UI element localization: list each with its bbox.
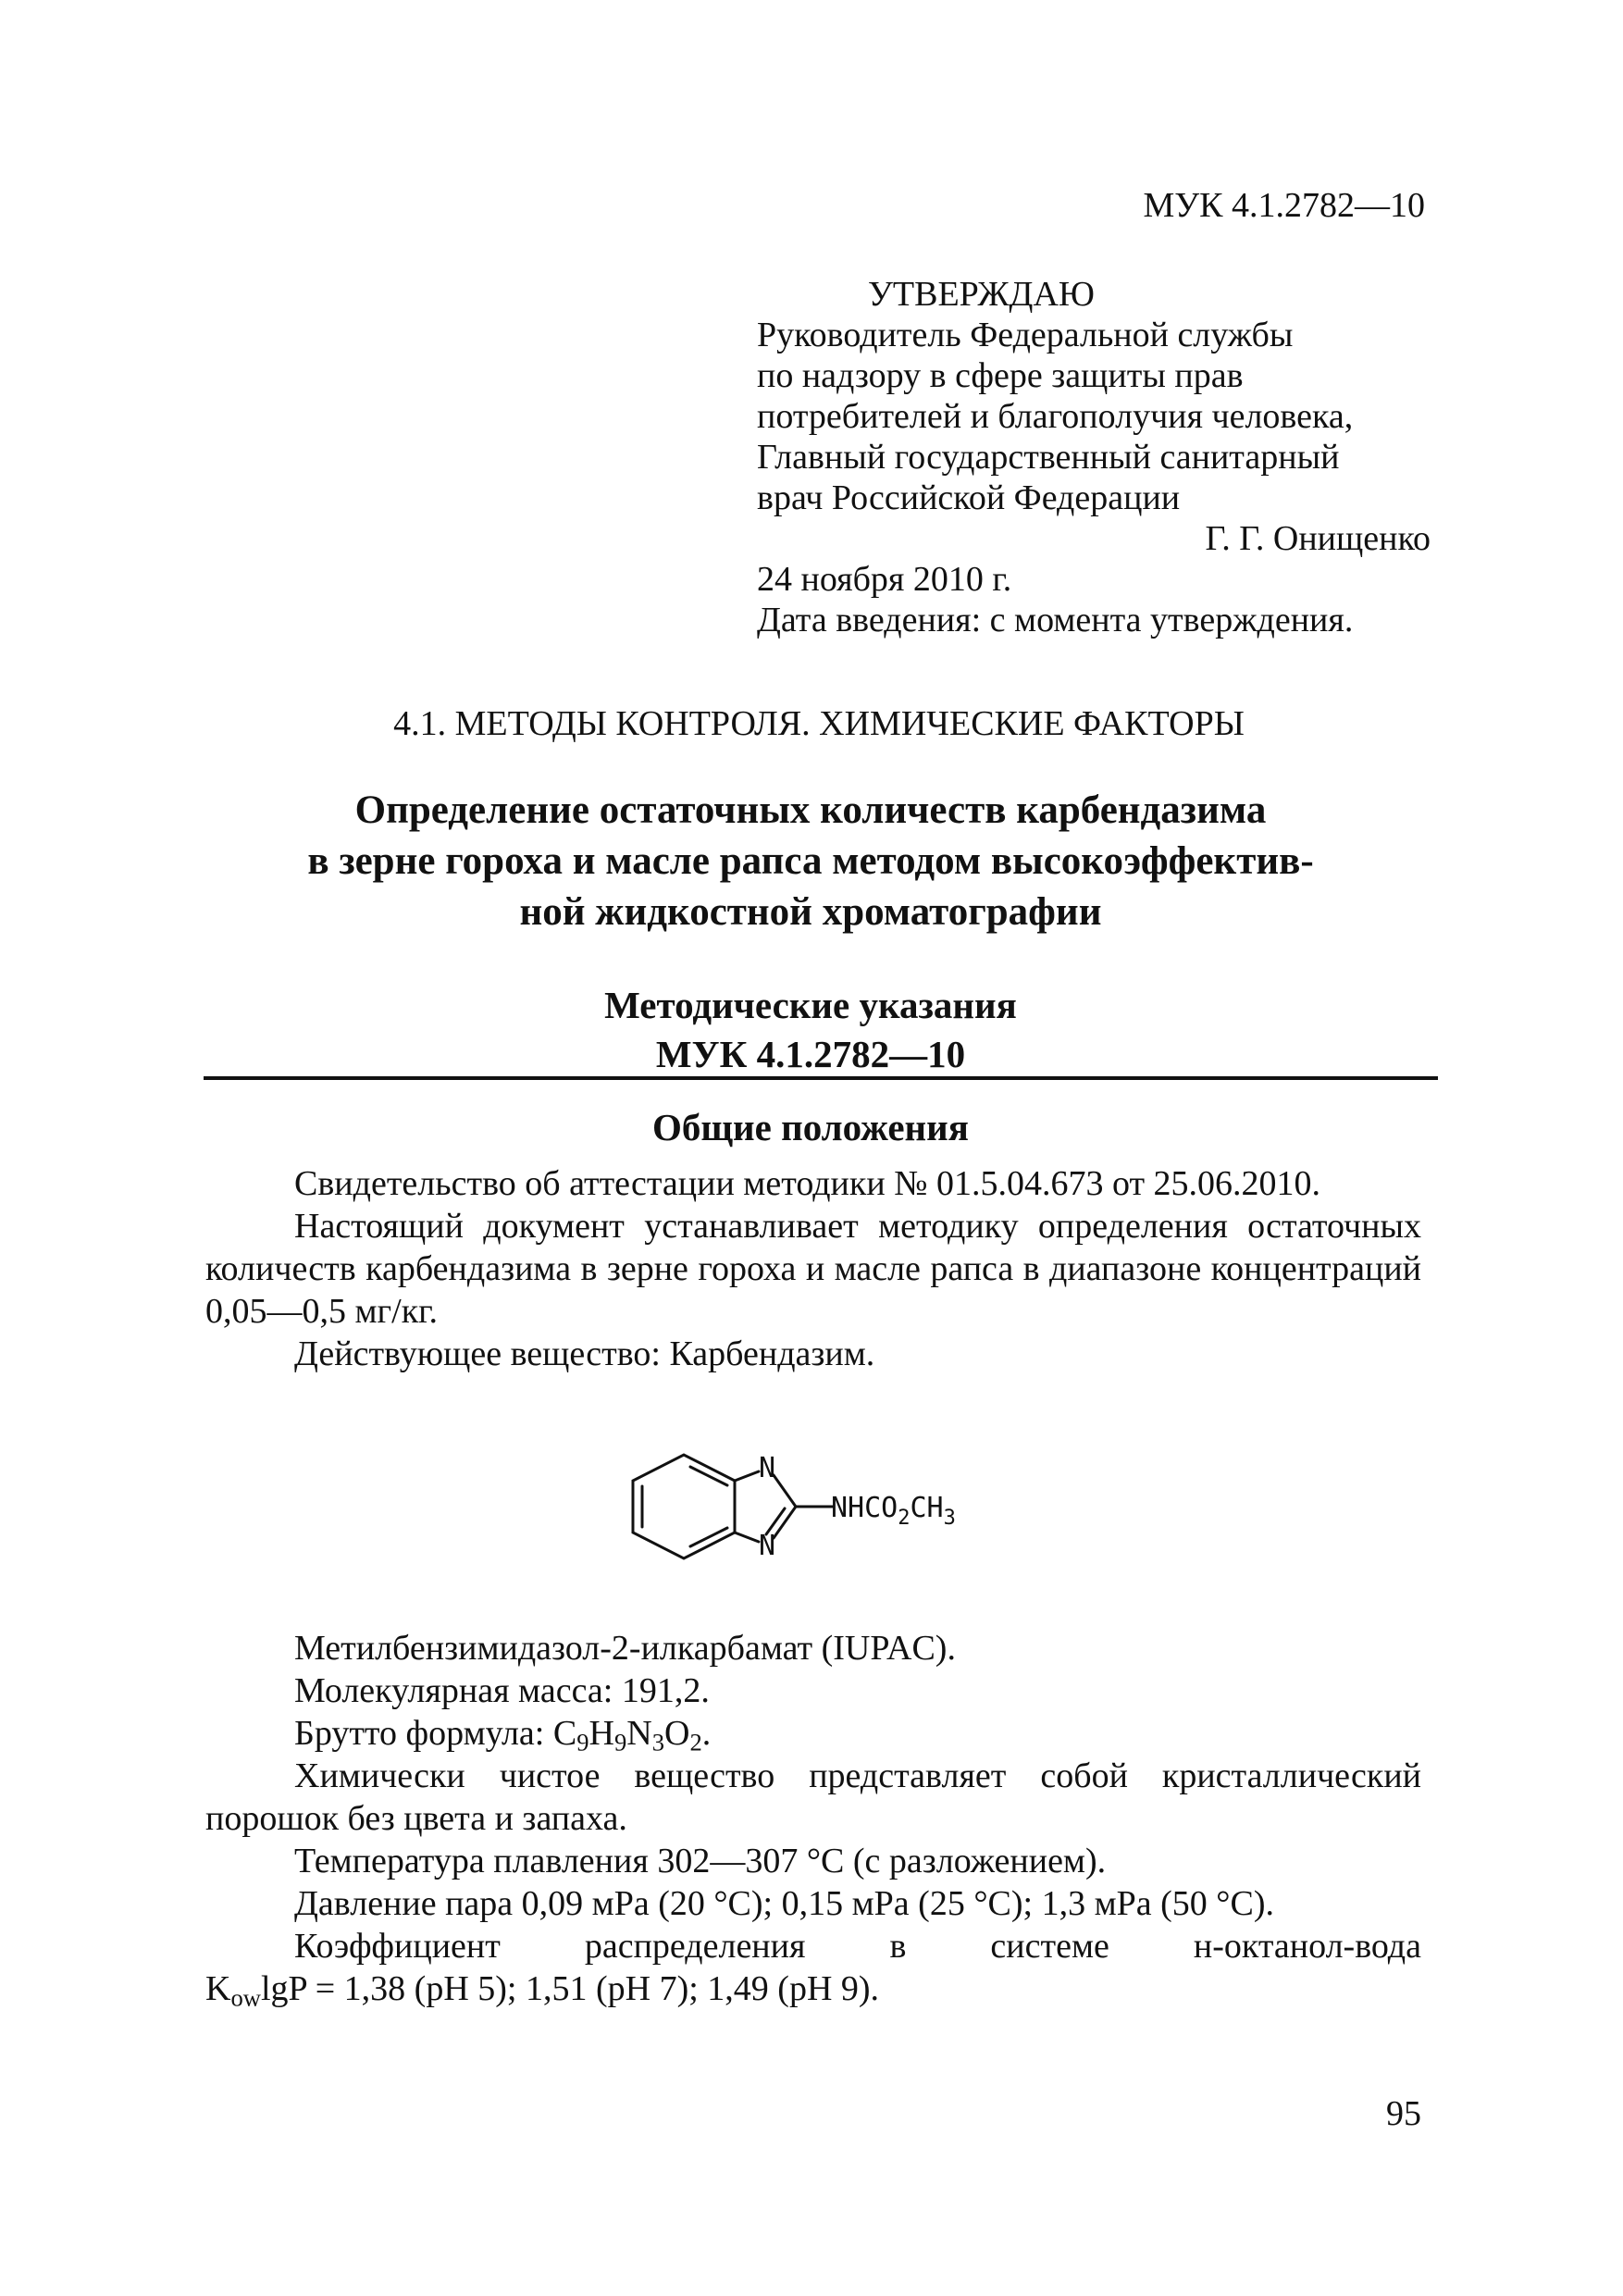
approval-line: потребителей и благополучия человека,	[757, 397, 1354, 436]
formula-o: O	[664, 1714, 690, 1753]
imidazole-bond	[774, 1475, 796, 1507]
approval-line: по надзору в сфере защиты прав	[757, 356, 1244, 395]
general-provisions-heading: Общие положения	[652, 1106, 969, 1148]
molar-mass: Молекулярная масса: 191,2.	[294, 1671, 710, 1710]
page-number: 95	[1386, 2094, 1421, 2133]
approval-line: врач Российской Федерации	[757, 478, 1181, 517]
horizontal-rule	[204, 1076, 1438, 1080]
effective-date: Дата введения: с момента утверждения.	[757, 601, 1354, 639]
formula-n-count: 3	[651, 1728, 664, 1756]
signatory-name: Г. Г. Онищенко	[1205, 519, 1431, 558]
approval-date: 24 ноября 2010 г.	[757, 560, 1012, 599]
general-provisions-text	[205, 1162, 1421, 1375]
partition-k-sub: ow	[230, 1983, 261, 2012]
approval-line: Главный государственный санитарный	[757, 438, 1340, 477]
nitrogen-bottom-label: N	[759, 1530, 776, 1562]
document-title	[185, 785, 1436, 937]
substituent-nhco: NHCO	[831, 1492, 898, 1524]
approval-heading: УТВЕРЖДАЮ	[868, 275, 1095, 314]
carbendazim-structure	[592, 1444, 1073, 1620]
approval-block	[757, 274, 1431, 640]
subtitle-code: МУК 4.1.2782—10	[655, 1033, 966, 1075]
imidazole-bond	[735, 1533, 759, 1542]
substituent-label	[831, 1492, 956, 1530]
nitrogen-top-label: N	[759, 1452, 776, 1484]
imidazole-bond	[774, 1507, 796, 1538]
document-code: МУК 4.1.2782—10	[1143, 186, 1425, 225]
properties-text	[205, 1627, 1421, 2010]
imidazole-bond	[735, 1471, 759, 1481]
subtitle-line: Методические указания	[604, 984, 1017, 1026]
formula-o-count: 2	[689, 1728, 702, 1756]
substituent-ch: CH	[910, 1492, 944, 1524]
substituent-sub: 2	[898, 1507, 911, 1530]
formula-end: .	[701, 1714, 712, 1753]
formula-h: H	[588, 1714, 614, 1753]
certificate-paragraph: Свидетельство об аттестации методики № 01.5.04.673 от 25.06.2010.	[294, 1164, 1321, 1203]
formula-label: Брутто формула:	[294, 1714, 553, 1753]
title-line: в зерне гороха и масле рапса методом высокоэффектив-	[307, 839, 1314, 883]
title-line: Определение остаточных количеств карбендазима	[354, 788, 1267, 832]
document-subtitle	[185, 981, 1436, 1079]
iupac-name: Метилбензимидазол-2-илкарбамат (IUPAC).	[294, 1629, 956, 1668]
substituent-sub: 3	[943, 1507, 956, 1530]
appearance-paragraph: Химически чистое вещество представляет собой кристаллический порошок без цвета и запаха.	[205, 1756, 1421, 1838]
formula-n: N	[626, 1714, 652, 1753]
benzene-ring-bond	[633, 1455, 735, 1558]
section-heading: 4.1. МЕТОДЫ КОНТРОЛЯ. ХИМИЧЕСКИЕ ФАКТОРЫ	[393, 704, 1245, 743]
partition-k: K	[205, 1969, 231, 2008]
partition-coefficient-values	[205, 1967, 1421, 2010]
approval-line: Руководитель Федеральной службы	[757, 316, 1294, 354]
gross-formula	[205, 1712, 1421, 1755]
melting-point: Температура плавления 302—307 °С (с разложением).	[294, 1842, 1107, 1880]
scope-paragraph: Настоящий документ устанавливает методику определения остаточных количеств карбендазима в зерне гороха и масле рапса в диапазоне концентраций 0,05—0,5 мг/кг.	[205, 1207, 1421, 1331]
partition-coefficient-line: Коэффициент распределения в системе н-октанол-вода	[294, 1927, 1421, 1966]
vapor-pressure: Давление пара 0,09 мРа (20 °С); 0,15 мРа (25 °С); 1,3 мРа (50 °С).	[294, 1884, 1274, 1923]
formula-h-count: 9	[613, 1728, 627, 1756]
benzene-double-bond	[690, 1467, 727, 1485]
partition-rest: lgP = 1,38 (pH 5); 1,51 (pH 7); 1,49 (pH 9).	[260, 1969, 880, 2008]
formula-c: C	[552, 1714, 577, 1753]
active-substance-paragraph: Действующее вещество: Карбендазим.	[294, 1334, 875, 1373]
formula-c-count: 9	[576, 1728, 589, 1756]
benzene-double-bond	[690, 1528, 727, 1546]
title-line: ной жидкостной хроматографии	[519, 890, 1102, 934]
